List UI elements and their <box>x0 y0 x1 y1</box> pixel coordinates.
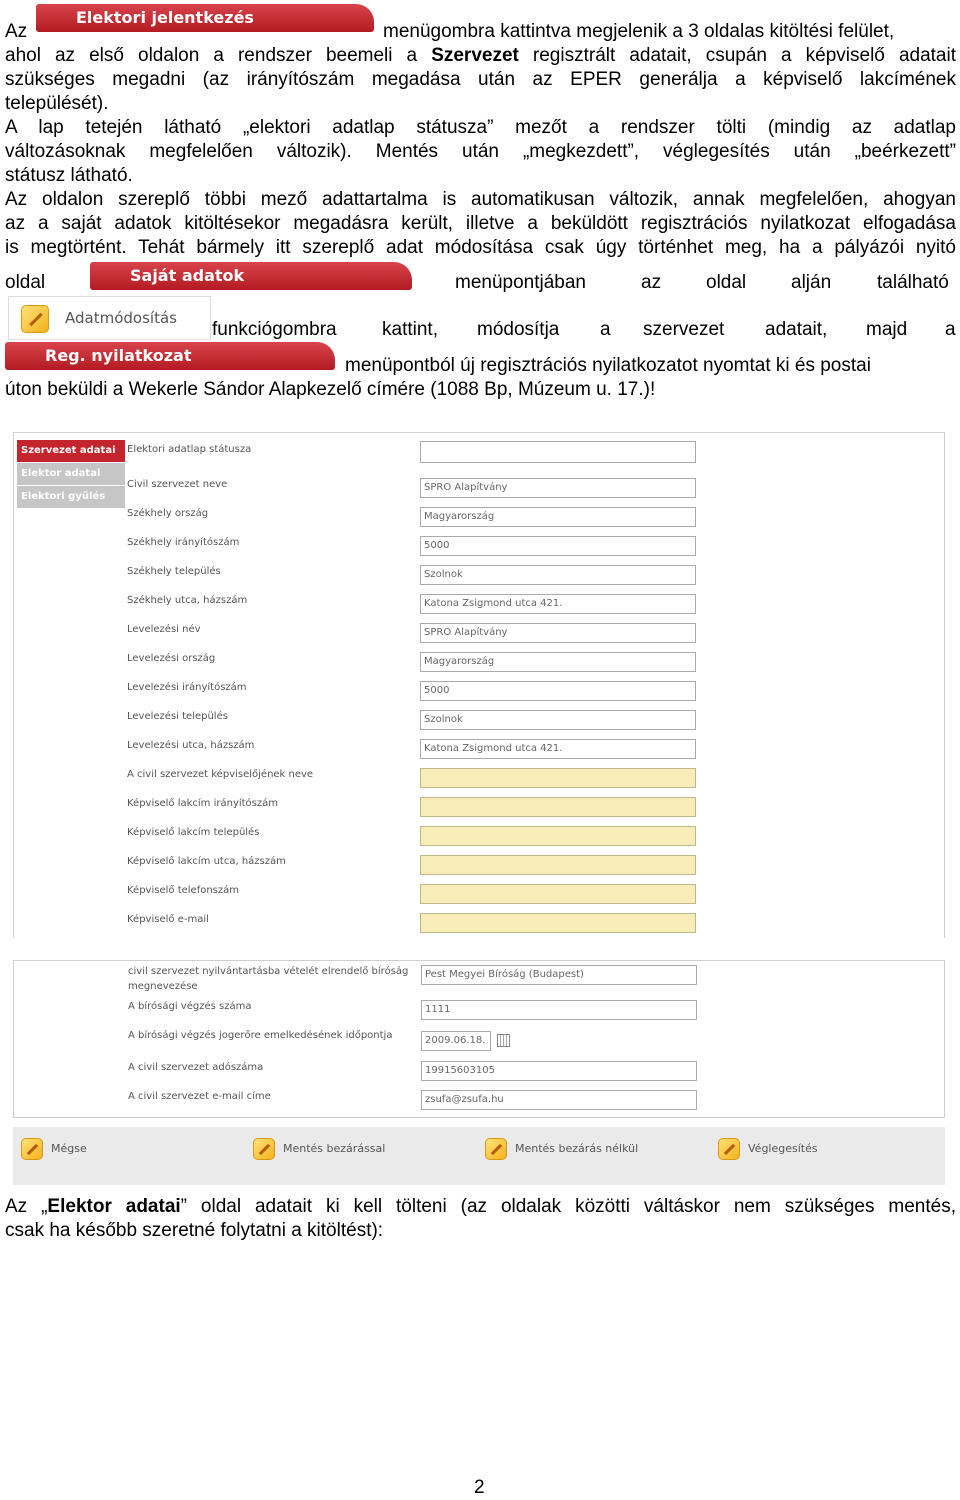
adatmodositas-button[interactable] <box>8 296 211 340</box>
field-label: Székhely irányítószám <box>127 537 240 548</box>
field-input[interactable] <box>420 441 696 463</box>
para4-line2: csak ha később szeretné folytatni a kitöltést): <box>5 1220 384 1241</box>
field-email[interactable]: zsufa@zsufa.hu <box>421 1090 697 1110</box>
word-kattint: kattint, <box>382 319 438 340</box>
calendar-icon[interactable] <box>497 1034 510 1047</box>
szervezet-bold: Szervezet <box>431 45 519 66</box>
field-birosag[interactable]: Pest Megyei Bíróság (Budapest) <box>421 965 697 985</box>
field-label: Levelezési utca, házszám <box>127 740 255 751</box>
field-label: Levelezési ország <box>127 653 216 664</box>
nav-elektor-adatai[interactable]: Elektor adatai <box>17 463 125 485</box>
field-label-birosag: civil szervezet nyilvántartásba vételét elrendelő bíróság <box>128 966 409 977</box>
field-adoszam[interactable]: 19915603105 <box>421 1061 697 1081</box>
elektori-jelentkezes-button[interactable] <box>36 4 374 32</box>
field-label: Képviselő lakcím település <box>127 827 260 838</box>
field-label: Székhely utca, házszám <box>127 595 248 606</box>
field-input[interactable] <box>420 884 696 904</box>
field-input[interactable] <box>420 768 696 788</box>
word-oldal: oldal <box>5 272 46 293</box>
para2-line3: státusz látható. <box>5 165 133 186</box>
field-input[interactable]: SPRO Alapítvány <box>420 478 696 498</box>
mentes-bezaras-nelkul-button[interactable] <box>485 1138 638 1160</box>
field-input[interactable]: Magyarország <box>420 507 696 527</box>
reg-nyilatkozat-label: Reg. nyilatkozat <box>45 346 192 365</box>
save-icon <box>253 1138 275 1160</box>
para2-line1: A lap tetején látható „elektori adatlap státusza” mezőt a rendszer tölti (mindig az adatlap <box>5 117 956 138</box>
form-toolbar <box>13 1127 945 1185</box>
field-label: Székhely ország <box>127 508 209 519</box>
sajat-adatok-label: Saját adatok <box>130 266 245 285</box>
word-a-2: a <box>945 319 956 340</box>
veglegesites-label: Véglegesítés <box>748 1142 818 1155</box>
word-aljan: alján <box>791 272 832 293</box>
field-label: Levelezési név <box>127 624 201 635</box>
adatmodositas-label: Adatmódosítás <box>65 309 177 327</box>
field-label: Képviselő lakcím irányítószám <box>127 798 279 809</box>
para1-line2 <box>5 44 956 68</box>
page-number: 2 <box>474 1477 485 1498</box>
field-jogero-date[interactable]: 2009.06.18. <box>421 1031 491 1051</box>
megse-label: Mégse <box>51 1142 87 1155</box>
word-menupontjaban: menüpontjában <box>455 272 586 293</box>
field-label-email: A civil szervezet e-mail címe <box>128 1091 271 1102</box>
form-screenshot-bottom <box>13 960 945 1118</box>
field-label: Székhely település <box>127 566 221 577</box>
para4-line1 <box>5 1195 956 1219</box>
field-input[interactable]: SPRO Alapítvány <box>420 623 696 643</box>
para3-line3: is megtörtént. Tehát bármely itt szereplő adat módosítása csak úgy történhet meg, ha a pályázói nyitó <box>5 237 956 258</box>
reg-nyilatkozat-button[interactable] <box>5 342 335 370</box>
para3-line2: az a saját adatok kitöltésekor megadásra került, illetve a beküldött regisztrációs nyilatkozat elfogadása <box>5 213 956 234</box>
field-label: Elektori adatlap státusza <box>127 444 252 455</box>
field-label: Levelezési irányítószám <box>127 682 247 693</box>
field-label: Képviselő lakcím utca, házszám <box>127 856 286 867</box>
para3-line1: Az oldalon szereplő többi mező adattartalma is automatikusan változik, annak megfelelően, ahogyan <box>5 189 956 210</box>
para1-line2-b: regisztrált adatait, csupán a képviselő adatait <box>518 45 956 66</box>
para3-line7: úton beküldi a Wekerle Sándor Alapkezelő címére (1088 Bp, Múzeum u. 17.)! <box>5 379 656 400</box>
sajat-adatok-button[interactable] <box>90 262 412 290</box>
side-nav <box>17 440 125 509</box>
word-oldal-2: oldal <box>706 272 747 293</box>
field-input[interactable]: Szolnok <box>420 710 696 730</box>
field-input[interactable]: Katona Zsigmond utca 421. <box>420 594 696 614</box>
word-majd: majd <box>866 319 908 340</box>
word-adatait: adatait, <box>765 319 828 340</box>
para4-b: ” oldal adatait ki kell tölteni (az oldalak közötti váltáskor nem szükséges mentés, <box>180 1196 956 1217</box>
mentes-bezaras-nelkul-label: Mentés bezárás nélkül <box>515 1142 639 1155</box>
field-label: Civil szervezet neve <box>127 479 228 490</box>
mentes-bezarassal-label: Mentés bezárással <box>283 1142 386 1155</box>
field-label-jogero: A bírósági végzés jogerőre emelkedésének időpontja <box>128 1030 393 1041</box>
field-input[interactable] <box>420 913 696 933</box>
field-label-vegzes-szama: A bírósági végzés száma <box>128 1001 252 1012</box>
word-az: Az <box>5 21 28 42</box>
field-label: Levelezési település <box>127 711 228 722</box>
field-label-birosag-2: megnevezése <box>128 981 198 992</box>
para2-line2: változásoknak megfelelően változik). Mentés után „megkezdett”, véglegesítés után „beérkezett” <box>5 141 956 162</box>
field-input[interactable]: 5000 <box>420 681 696 701</box>
para1-line4: települését). <box>5 93 109 114</box>
finalize-icon <box>718 1138 740 1160</box>
word-szervezet: szervezet <box>643 319 725 340</box>
word-a: a <box>600 319 611 340</box>
field-vegzes-szama[interactable]: 1111 <box>421 1000 697 1020</box>
field-input[interactable] <box>420 826 696 846</box>
field-label: Képviselő telefonszám <box>127 885 240 896</box>
nav-elektori-gyules[interactable]: Elektori gyűlés <box>17 486 125 508</box>
para3-line6: menüpontból új regisztrációs nyilatkozatot nyomtat ki és postai <box>345 355 871 376</box>
elektor-adatai-bold: Elektor adatai <box>47 1196 181 1217</box>
elektori-jelentkezes-label: Elektori jelentkezés <box>76 8 254 27</box>
para4-a: Az „ <box>5 1196 48 1217</box>
save-icon <box>485 1138 507 1160</box>
mentes-bezarassal-button[interactable] <box>253 1138 385 1160</box>
back-icon <box>21 1138 43 1160</box>
word-talalhato: található <box>877 272 949 293</box>
field-label: Képviselő e-mail <box>127 914 209 925</box>
field-input[interactable]: Szolnok <box>420 565 696 585</box>
field-input[interactable]: 5000 <box>420 536 696 556</box>
field-input[interactable]: Magyarország <box>420 652 696 672</box>
para1-line3: szükséges megadni (az irányítószám megadása után az EPER generálja a képviselő lakcímének <box>5 69 956 90</box>
field-input[interactable]: Katona Zsigmond utca 421. <box>420 739 696 759</box>
field-label-adoszam: A civil szervezet adószáma <box>128 1062 264 1073</box>
para1-line2-a: ahol az első oldalon a rendszer beemeli a <box>5 45 432 66</box>
nav-szervezet-adatai[interactable]: Szervezet adatai <box>17 440 125 462</box>
word-az-2: az <box>641 272 662 293</box>
word-modositja: módosítja <box>477 319 560 340</box>
field-input[interactable] <box>420 797 696 817</box>
form-screenshot-top <box>13 432 945 938</box>
megse-button[interactable] <box>21 1138 87 1160</box>
word-funkciogombra: funkciógombra <box>212 319 337 340</box>
veglegesites-button[interactable] <box>718 1138 818 1160</box>
field-input[interactable] <box>420 855 696 875</box>
field-label: A civil szervezet képviselőjének neve <box>127 769 314 780</box>
para1-line1: menügombra kattintva megjelenik a 3 oldalas kitöltési felület, <box>383 21 895 42</box>
pencil-icon <box>21 305 49 333</box>
